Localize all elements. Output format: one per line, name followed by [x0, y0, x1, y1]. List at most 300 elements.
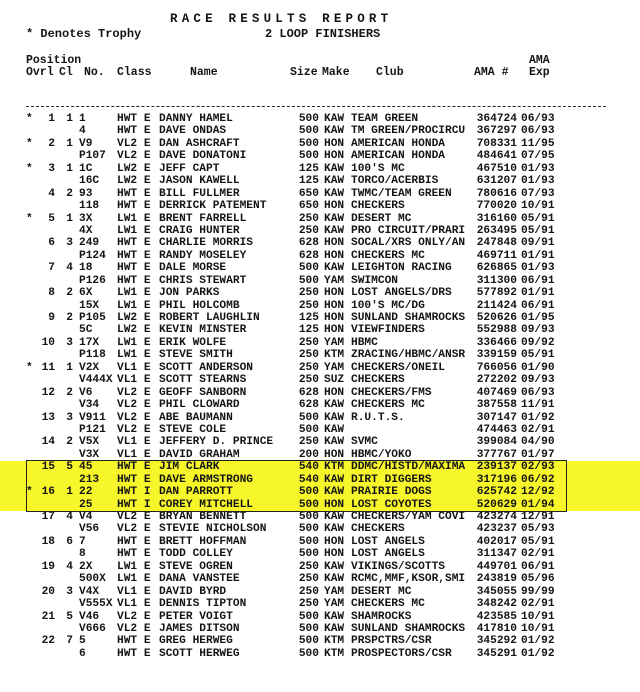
table-row	[0, 399, 640, 411]
rider-number: V666	[79, 622, 106, 635]
ama-number: 345291	[476, 647, 517, 660]
rider-class: LW1 E	[117, 212, 151, 225]
rider-number: 8	[79, 548, 86, 561]
ama-number: 423237	[476, 523, 517, 536]
club-name: VIEWFINDERS	[351, 324, 425, 337]
ama-number: 474463	[476, 423, 517, 436]
rider-number: 16C	[79, 175, 100, 188]
ama-number: 552988	[476, 324, 517, 337]
engine-size: 500	[298, 635, 319, 648]
bike-make: HON	[324, 498, 345, 511]
bike-make: HON	[324, 137, 345, 150]
bike-make: HON	[324, 448, 345, 461]
ama-expiration: 10/91	[521, 610, 555, 623]
bike-make: HON	[324, 150, 345, 163]
rider-name: DAVE ARMSTRONG	[159, 473, 253, 486]
trophy-marker: *	[26, 137, 33, 150]
ama-number: 211424	[476, 299, 517, 312]
engine-size: 500	[298, 511, 319, 523]
club-name: CHECKERS/YAM COVI	[351, 511, 466, 523]
ama-number: 307147	[476, 411, 517, 424]
bike-make: KAW	[324, 511, 345, 523]
bike-make: HON	[324, 312, 345, 324]
overall-position: 11	[41, 361, 55, 374]
rider-class: HWT E	[117, 647, 151, 660]
rider-name: DAN PARROTT	[159, 486, 233, 499]
rider-class: HWT E	[117, 237, 151, 250]
header-club: Club	[376, 66, 404, 79]
rider-class: VL1 E	[117, 598, 151, 611]
class-position: 5	[66, 610, 73, 623]
bike-make: HON	[324, 200, 345, 213]
ama-expiration: 01/94	[521, 498, 555, 511]
ama-number: 708331	[476, 137, 517, 150]
bike-make: HON	[324, 548, 345, 561]
rider-class: LW1 E	[117, 287, 151, 300]
ama-number: 367297	[476, 125, 517, 138]
club-name: CHECKERS	[351, 200, 405, 213]
rider-name: ABE BAUMANN	[159, 411, 233, 424]
table-row	[0, 300, 640, 312]
rider-name: CHARLIE MORRIS	[159, 237, 253, 250]
table-row	[0, 461, 640, 473]
bike-make: KAW	[324, 113, 345, 125]
ama-expiration: 05/91	[521, 212, 555, 225]
engine-size: 250	[298, 436, 319, 449]
table-row	[0, 611, 640, 623]
rider-number: 3X	[79, 212, 93, 225]
overall-position: 14	[41, 436, 55, 449]
ama-expiration: 99/99	[521, 585, 555, 598]
engine-size: 250	[298, 585, 319, 598]
rider-name: JAMES DITSON	[159, 622, 240, 635]
rider-class: VL2 E	[117, 399, 151, 412]
rider-number: V555X	[79, 598, 113, 611]
ama-number: 407469	[476, 386, 517, 399]
rider-class: VL2 E	[117, 137, 151, 150]
rider-name: JEFF CAPT	[159, 162, 220, 175]
club-name: 100'S MC/DG	[351, 299, 425, 312]
overall-position: 2	[48, 137, 55, 150]
table-row	[0, 511, 640, 523]
ama-number: 399084	[476, 436, 517, 449]
engine-size: 628	[298, 237, 319, 250]
engine-size: 500	[298, 647, 319, 660]
ama-number: 626865	[476, 262, 517, 275]
rider-class: VL2 E	[117, 610, 151, 623]
rider-number: 4	[79, 125, 86, 138]
overall-position: 4	[48, 187, 55, 200]
ama-expiration: 01/97	[521, 448, 555, 461]
club-name: RCMC,MMF,KSOR,SMI	[351, 573, 466, 586]
bike-make: KAW	[324, 162, 345, 175]
rider-class: LW2 E	[117, 162, 151, 175]
overall-position: 8	[48, 287, 55, 300]
table-row	[0, 499, 640, 511]
ama-expiration: 09/93	[521, 324, 555, 337]
class-position: 4	[66, 560, 73, 573]
engine-size: 628	[298, 249, 319, 262]
bike-make: SUZ	[324, 374, 345, 387]
header-size: Size	[290, 66, 318, 79]
overall-position: 1	[48, 113, 55, 125]
rider-name: DENNIS TIPTON	[159, 598, 247, 611]
bike-make: KAW	[324, 486, 345, 499]
overall-position: 16	[41, 486, 55, 499]
rider-class: HWT E	[117, 125, 151, 138]
ama-expiration: 01/90	[521, 361, 555, 374]
rider-name: SCOTT ANDERSON	[159, 361, 253, 374]
ama-number: 423585	[476, 610, 517, 623]
bike-make: HON	[324, 287, 345, 300]
engine-size: 250	[298, 361, 319, 374]
header-cl: Cl	[59, 66, 73, 79]
bike-make: KAW	[324, 224, 345, 237]
club-name: CHECKERS/FMS	[351, 386, 432, 399]
bike-make: KAW	[324, 187, 345, 200]
rider-name: DAN ASHCRAFT	[159, 137, 240, 150]
ama-expiration: 10/91	[521, 622, 555, 635]
table-row	[0, 436, 640, 448]
ama-number: 423274	[476, 511, 517, 523]
rider-class: VL2 E	[117, 523, 151, 536]
rider-name: SCOTT STEARNS	[159, 374, 247, 387]
ama-number: 336466	[476, 336, 517, 349]
club-name: TM GREEN/PROCIRCU	[351, 125, 466, 138]
ama-expiration: 06/91	[521, 299, 555, 312]
overall-position: 20	[41, 585, 55, 598]
rider-number: 6	[79, 647, 86, 660]
bike-make: YAM	[324, 361, 345, 374]
table-row	[0, 287, 640, 299]
engine-size: 500	[298, 274, 319, 287]
rider-number: V34	[79, 399, 100, 412]
rider-class: VL2 E	[117, 622, 151, 635]
rider-class: HWT I	[117, 498, 151, 511]
engine-size: 650	[298, 187, 319, 200]
rider-number: V46	[79, 610, 100, 623]
bike-make: YAM	[324, 336, 345, 349]
rider-class: HWT E	[117, 548, 151, 561]
rider-name: DANNY HAMEL	[159, 113, 233, 125]
class-position: 2	[66, 287, 73, 300]
rider-class: LW1 E	[117, 224, 151, 237]
rider-number: V2X	[79, 361, 100, 374]
bike-make: KAW	[324, 610, 345, 623]
rider-name: STEVIE NICHOLSON	[159, 523, 267, 536]
engine-size: 125	[298, 175, 319, 188]
bike-make: KAW	[324, 399, 345, 412]
engine-size: 500	[298, 423, 319, 436]
rider-name: RANDY MOSELEY	[159, 249, 247, 262]
rider-class: HWT E	[117, 187, 151, 200]
table-row	[0, 573, 640, 585]
class-position: 1	[66, 137, 73, 150]
club-name: CHECKERS MC	[351, 399, 425, 412]
club-name: VIKINGS/SCOTTS	[351, 560, 445, 573]
table-row	[0, 474, 640, 486]
club-name: DIRT DIGGERS	[351, 473, 432, 486]
rider-name: TODD COLLEY	[159, 548, 233, 561]
engine-size: 500	[298, 548, 319, 561]
report-subtitle: 2 LOOP FINISHERS	[265, 27, 381, 41]
rider-name: STEVE SMITH	[159, 349, 233, 362]
class-position: 2	[66, 386, 73, 399]
club-name: CHECKERS	[351, 523, 405, 536]
bike-make: KAW	[324, 423, 345, 436]
rider-name: SCOTT HERWEG	[159, 647, 240, 660]
ama-number: 377767	[476, 448, 517, 461]
club-name: SOCAL/XRS ONLY/AN	[351, 237, 466, 250]
ama-number: 364724	[476, 113, 517, 125]
rider-name: CRAIG HUNTER	[159, 224, 240, 237]
bike-make: HON	[324, 386, 345, 399]
overall-position: 17	[41, 511, 55, 523]
rider-class: VL1 E	[117, 374, 151, 387]
header-position: Position	[26, 54, 82, 67]
bike-make: YAM	[324, 585, 345, 598]
rider-class: VL1 E	[117, 361, 151, 374]
table-row	[0, 486, 640, 498]
club-name: ZRACING/HBMC/ANSR	[351, 349, 466, 362]
overall-position: 19	[41, 560, 55, 573]
bike-make: HON	[324, 324, 345, 337]
bike-make: KAW	[324, 262, 345, 275]
bike-make: KAW	[324, 411, 345, 424]
ama-expiration: 01/93	[521, 175, 555, 188]
rider-name: DAVID GRAHAM	[159, 448, 240, 461]
rider-class: LW1 E	[117, 560, 151, 573]
ama-expiration: 12/92	[521, 486, 555, 499]
club-name: LOST ANGELS	[351, 548, 425, 561]
engine-size: 500	[298, 523, 319, 536]
engine-size: 500	[298, 622, 319, 635]
table-row	[0, 237, 640, 249]
engine-size: 628	[298, 386, 319, 399]
overall-position: 22	[41, 635, 55, 648]
rider-name: PHIL HOLCOMB	[159, 299, 240, 312]
ama-expiration: 01/93	[521, 262, 555, 275]
ama-expiration: 02/91	[521, 423, 555, 436]
class-position: 6	[66, 535, 73, 548]
trophy-marker: *	[26, 162, 33, 175]
engine-size: 250	[298, 598, 319, 611]
engine-size: 500	[298, 262, 319, 275]
class-position: 1	[66, 361, 73, 374]
engine-size: 500	[298, 610, 319, 623]
rider-number: 5	[79, 635, 86, 648]
ama-expiration: 12/91	[521, 511, 555, 523]
ama-expiration: 01/91	[521, 287, 555, 300]
table-row	[0, 150, 640, 162]
overall-position: 10	[41, 336, 55, 349]
table-row	[0, 213, 640, 225]
class-position: 3	[66, 336, 73, 349]
class-position: 1	[66, 486, 73, 499]
ama-number: 402017	[476, 535, 517, 548]
engine-size: 628	[298, 399, 319, 412]
ama-number: 520629	[476, 498, 517, 511]
header-name: Name	[190, 66, 218, 79]
rider-name: CHRIS STEWART	[159, 274, 247, 287]
ama-expiration: 05/96	[521, 573, 555, 586]
bike-make: HON	[324, 535, 345, 548]
table-row	[0, 163, 640, 175]
rider-number: V9	[79, 137, 93, 150]
rider-name: STEVE COLE	[159, 423, 227, 436]
engine-size: 250	[298, 212, 319, 225]
club-name: AMERICAN HONDA	[351, 150, 445, 163]
bike-make: KAW	[324, 175, 345, 188]
table-row	[0, 324, 640, 336]
rider-number: P105	[79, 312, 106, 324]
engine-size: 125	[298, 312, 319, 324]
ama-number: 243819	[476, 573, 517, 586]
ama-expiration: 05/93	[521, 523, 555, 536]
ama-expiration: 02/93	[521, 461, 555, 474]
rider-class: LW1 E	[117, 299, 151, 312]
ama-number: 345292	[476, 635, 517, 648]
bike-make: HON	[324, 249, 345, 262]
club-name: SUNLAND SHAMROCKS	[351, 312, 466, 324]
ama-expiration: 06/91	[521, 560, 555, 573]
rider-number: V911	[79, 411, 106, 424]
club-name: DESERT MC	[351, 585, 412, 598]
ama-expiration: 09/91	[521, 237, 555, 250]
class-position: 1	[66, 162, 73, 175]
trophy-marker: *	[26, 212, 33, 225]
engine-size: 250	[298, 349, 319, 362]
engine-size: 500	[298, 535, 319, 548]
bike-make: KAW	[324, 473, 345, 486]
table-row	[0, 449, 640, 461]
bike-make: YAM	[324, 598, 345, 611]
trophy-marker: *	[26, 361, 33, 374]
table-row	[0, 175, 640, 187]
overall-position: 18	[41, 535, 55, 548]
ama-number: 239137	[476, 461, 517, 474]
table-row	[0, 113, 640, 125]
rider-name: DALE MORSE	[159, 262, 227, 275]
rider-class: HWT I	[117, 486, 151, 499]
rider-number: 4X	[79, 224, 93, 237]
bike-make: KAW	[324, 125, 345, 138]
engine-size: 250	[298, 374, 319, 387]
ama-expiration: 05/91	[521, 224, 555, 237]
ama-expiration: 11/95	[521, 137, 555, 150]
header-ovrl: Ovrl	[26, 66, 54, 79]
club-name: TORCO/ACERBIS	[351, 175, 439, 188]
engine-size: 250	[298, 299, 319, 312]
bike-make: KAW	[324, 622, 345, 635]
rider-number: 45	[79, 461, 93, 474]
ama-number: 780616	[476, 187, 517, 200]
rider-class: LW2 E	[117, 312, 151, 324]
ama-number: 345055	[476, 585, 517, 598]
header-make: Make	[322, 66, 350, 79]
ama-number: 467510	[476, 162, 517, 175]
bike-make: KAW	[324, 436, 345, 449]
rider-name: BRENT FARRELL	[159, 212, 247, 225]
header-ama-top: AMA	[529, 54, 550, 67]
club-name: TWMC/TEAM GREEN	[351, 187, 452, 200]
rider-name: BILL FULLMER	[159, 187, 240, 200]
ama-expiration: 04/90	[521, 436, 555, 449]
table-row	[0, 586, 640, 598]
overall-position: 13	[41, 411, 55, 424]
ama-number: 770020	[476, 200, 517, 213]
table-row	[0, 623, 640, 635]
rider-class: VL1 E	[117, 436, 151, 449]
bike-make: HON	[324, 299, 345, 312]
club-name: TEAM GREEN	[351, 113, 419, 125]
rider-name: PETER VOIGT	[159, 610, 233, 623]
ama-expiration: 01/92	[521, 647, 555, 660]
class-position: 3	[66, 585, 73, 598]
overall-position: 15	[41, 461, 55, 474]
club-name: PRAIRIE DOGS	[351, 486, 432, 499]
table-row	[0, 337, 640, 349]
header-class: Class	[117, 66, 152, 79]
ama-expiration: 06/91	[521, 274, 555, 287]
rider-number: 1C	[79, 162, 93, 175]
ama-number: 339159	[476, 349, 517, 362]
club-name: R.U.T.S.	[351, 411, 405, 424]
overall-position: 9	[48, 312, 55, 324]
rider-number: P126	[79, 274, 106, 287]
rider-name: BRYAN BENNETT	[159, 511, 247, 523]
class-position: 2	[66, 312, 73, 324]
rider-number: 17X	[79, 336, 100, 349]
rider-class: HWT E	[117, 461, 151, 474]
class-position: 2	[66, 436, 73, 449]
rider-number: P124	[79, 249, 106, 262]
rider-number: V5X	[79, 436, 100, 449]
report-title: RACE RESULTS REPORT	[170, 12, 393, 26]
rider-class: VL2 E	[117, 423, 151, 436]
rider-number: P118	[79, 349, 106, 362]
rider-class: LW1 E	[117, 349, 151, 362]
class-position: 1	[66, 212, 73, 225]
ama-number: 417810	[476, 622, 517, 635]
club-name: CHECKERS	[351, 374, 405, 387]
club-name: 100'S MC	[351, 162, 405, 175]
rider-name: GREG HERWEG	[159, 635, 233, 648]
bike-make: KAW	[324, 523, 345, 536]
engine-size: 250	[298, 573, 319, 586]
rider-class: HWT E	[117, 473, 151, 486]
ama-number: 272202	[476, 374, 517, 387]
club-name: LEIGHTON RACING	[351, 262, 452, 275]
ama-number: 625742	[476, 486, 517, 499]
rider-class: VL2 E	[117, 386, 151, 399]
bike-make: HON	[324, 237, 345, 250]
ama-number: 577892	[476, 287, 517, 300]
table-row	[0, 225, 640, 237]
ama-number: 247848	[476, 237, 517, 250]
overall-position: 12	[41, 386, 55, 399]
club-name: CHECKERS/ONEIL	[351, 361, 445, 374]
rider-number: 1	[79, 113, 86, 125]
rider-number: 118	[79, 200, 100, 213]
rider-number: V3X	[79, 448, 100, 461]
bike-make: KTM	[324, 635, 345, 648]
rider-class: HWT E	[117, 249, 151, 262]
table-row	[0, 598, 640, 610]
rider-class: LW2 E	[117, 324, 151, 337]
trophy-marker: *	[26, 113, 33, 125]
rider-class: HWT E	[117, 274, 151, 287]
